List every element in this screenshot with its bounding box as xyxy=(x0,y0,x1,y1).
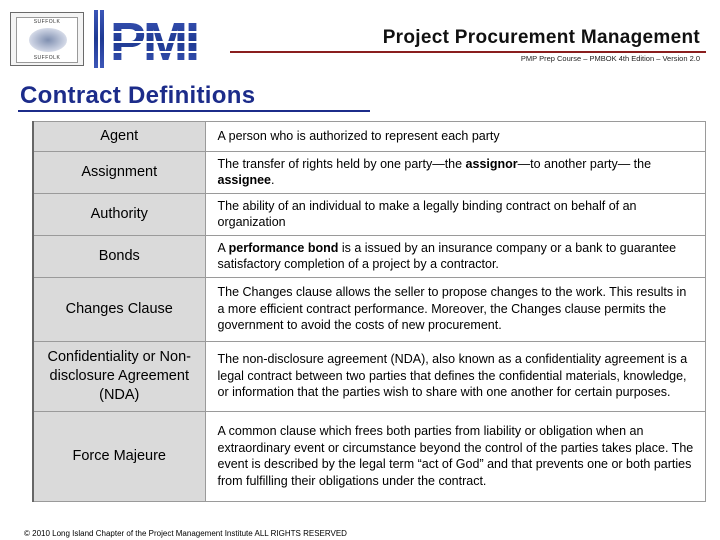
definition-text xyxy=(205,278,705,342)
definition-text xyxy=(205,152,705,194)
definition-row xyxy=(33,342,705,412)
definition-fragment: A xyxy=(217,240,229,255)
svg-text:PMI: PMI xyxy=(110,12,198,68)
definition-fragment: —to another party— the xyxy=(517,156,652,171)
definition-term: Agent xyxy=(33,122,205,152)
definition-fragment: The transfer of rights held by one party—the xyxy=(217,156,466,171)
logo-area xyxy=(10,10,216,66)
definition-fragment: is a issued by an insurance company or a bank to guarantee satisfactory completion of a project by a contractor. xyxy=(217,240,677,271)
bold-term: assignee xyxy=(217,173,272,187)
definition-term: Bonds xyxy=(33,236,205,278)
definition-text xyxy=(205,122,705,152)
definition-row xyxy=(33,152,705,194)
definition-row xyxy=(33,412,705,502)
page-title: Contract Definitions xyxy=(20,82,256,109)
slide-course-title: Project Procurement Management xyxy=(382,27,700,48)
copyright-footer: © 2010 Long Island Chapter of the Project Management Institute ALL RIGHTS RESERVED xyxy=(24,529,347,538)
definition-fragment: A common clause which frees both parties from liability or obligation when an extraordinary event or circumstance beyond the control of the parties takes place. The event is described by the legal term “act of God” and that prevents one or both parties from fulfilling their obligations under the contract. xyxy=(217,424,694,488)
bold-term: performance bond xyxy=(228,240,339,255)
definitions-table xyxy=(32,121,706,502)
header-rule xyxy=(230,51,706,53)
pmi-logo xyxy=(90,10,220,68)
seal-top-text: SUFFOLK xyxy=(33,19,61,25)
definition-term: Confidentiality or Non-disclosure Agreement (NDA) xyxy=(33,342,205,412)
definition-text xyxy=(205,236,705,278)
title-underline xyxy=(18,110,370,112)
definition-text xyxy=(205,412,705,502)
definition-row xyxy=(33,278,705,342)
course-subtitle: PMP Prep Course – PMBOK 4th Edition – Version 2.0 xyxy=(520,54,700,63)
definition-row xyxy=(33,194,705,236)
slide-header xyxy=(0,0,720,72)
definition-fragment: A person who is authorized to represent each party xyxy=(217,128,500,143)
definition-term: Force Majeure xyxy=(33,412,205,502)
definition-text xyxy=(205,342,705,412)
definition-term: Assignment xyxy=(33,152,205,194)
definition-term: Changes Clause xyxy=(33,278,205,342)
definition-fragment: . xyxy=(271,173,275,187)
definition-row xyxy=(33,236,705,278)
definition-term: Authority xyxy=(33,194,205,236)
definition-fragment: The non-disclosure agreement (NDA), also known as a confidentiality agreement is a legal contract between two parties that defines the confidential materials, knowledge, or information that the parties wish to share with one another for certain purposes. xyxy=(217,352,688,400)
chapter-seal-logo xyxy=(10,12,84,66)
seal-bottom-text: SUFFOLK xyxy=(33,55,61,61)
definition-fragment: The ability of an individual to make a legally binding contract on behalf of an organization xyxy=(217,198,637,229)
definition-fragment: The Changes clause allows the seller to propose changes to the work. This results in a more efficient contract performance. Moreover, the Changes clause permits the government to avoid the costs of new procurement. xyxy=(217,285,687,333)
definition-text xyxy=(205,194,705,236)
bold-term: assignor xyxy=(465,156,518,171)
definition-row xyxy=(33,122,705,152)
